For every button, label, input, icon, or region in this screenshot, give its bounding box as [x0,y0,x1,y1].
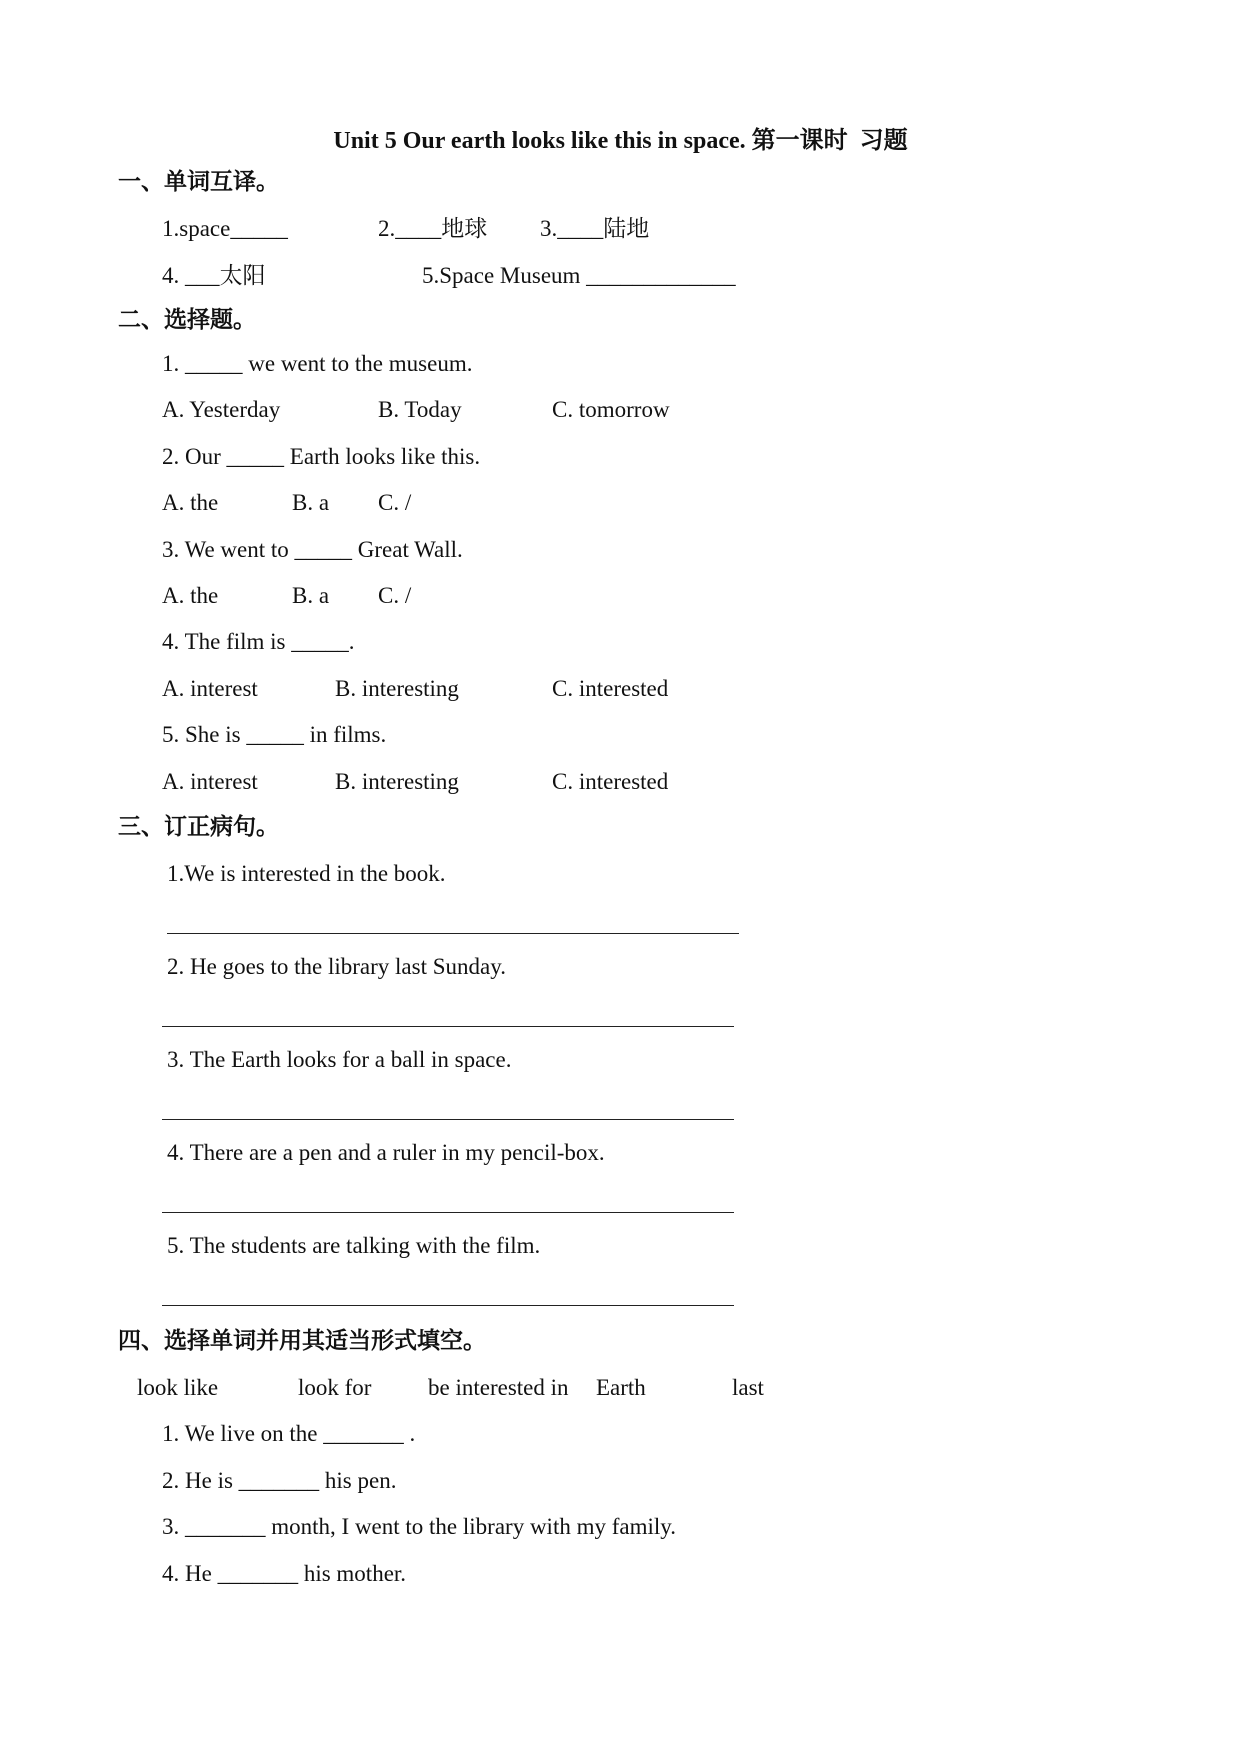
section1-item: 4. ___太阳 [162,263,266,288]
option-b: B. interesting [335,676,459,701]
answer-line[interactable] [162,1026,734,1027]
option-a: A. Yesterday [162,397,281,422]
question-text: 5. She is _____ in films. [162,722,387,747]
section3-heading: 三、订正病句。 [118,814,279,839]
option-b: B. Today [378,397,462,422]
answer-line[interactable] [167,933,739,934]
question-text: 3. We went to _____ Great Wall. [162,537,463,562]
sentence: 4. There are a pen and a ruler in my pencil-box. [167,1140,605,1165]
fill-sentence: 2. He is _______ his pen. [162,1468,397,1493]
section1-item: 2.____地球 [378,216,488,241]
question-text: 1. _____ we went to the museum. [162,351,473,376]
sentence: 1.We is interested in the book. [167,861,446,886]
answer-line[interactable] [162,1119,734,1120]
option-b: B. interesting [335,769,459,794]
section2-heading: 二、选择题。 [118,307,256,332]
sentence: 3. The Earth looks for a ball in space. [167,1047,512,1072]
option-c: C. / [378,490,412,515]
option-c: C. / [378,583,412,608]
option-c: C. interested [552,769,669,794]
word-bank-item: look for [298,1375,372,1400]
sentence: 2. He goes to the library last Sunday. [167,954,506,979]
fill-sentence: 3. _______ month, I went to the library with my family. [162,1514,677,1539]
question-text: 4. The film is _____. [162,629,355,654]
fill-sentence: 1. We live on the _______ . [162,1421,416,1446]
option-c: C. tomorrow [552,397,670,422]
section4-heading: 四、选择单词并用其适当形式填空。 [118,1328,486,1353]
word-bank-item: be interested in [428,1375,569,1400]
section1-item: 5.Space Museum _____________ [422,263,736,288]
answer-line[interactable] [162,1212,734,1213]
section1-heading: 一、单词互译。 [118,169,279,194]
option-c: C. interested [552,676,669,701]
option-b: B. a [292,583,330,608]
word-bank-item: last [732,1375,764,1400]
option-a: A. interest [162,676,258,701]
word-bank-item: look like [137,1375,219,1400]
page-title: Unit 5 Our earth looks like this in space. 第一课时 习题 [333,128,908,154]
section1-item: 1.space_____ [162,216,288,241]
sentence: 5. The students are talking with the film. [167,1233,541,1258]
answer-line[interactable] [162,1305,734,1306]
fill-sentence: 4. He _______ his mother. [162,1561,407,1586]
question-text: 2. Our _____ Earth looks like this. [162,444,481,469]
option-a: A. the [162,490,219,515]
option-a: A. interest [162,769,258,794]
option-a: A. the [162,583,219,608]
word-bank-item: Earth [596,1375,646,1400]
option-b: B. a [292,490,330,515]
section1-item: 3.____陆地 [540,216,650,241]
